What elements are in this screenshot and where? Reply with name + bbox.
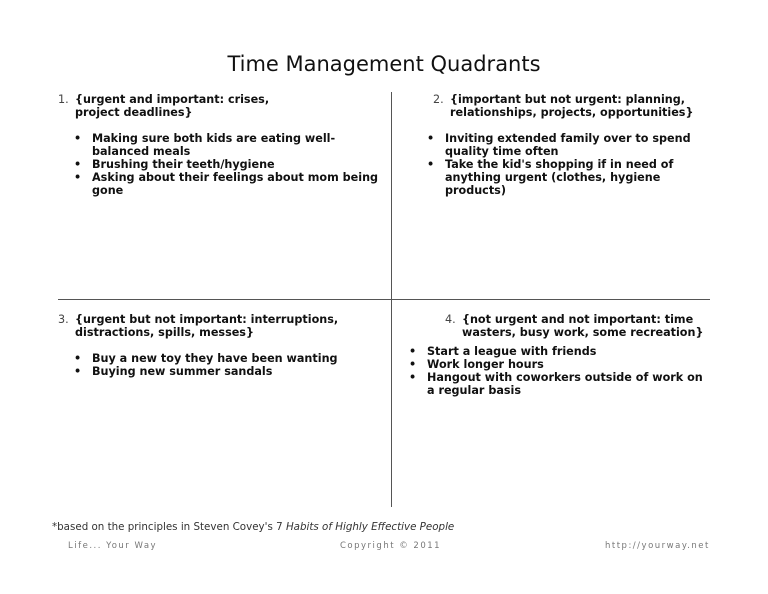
quadrant-3-number: 3. bbox=[58, 313, 69, 326]
quadrant-4-heading bbox=[445, 313, 712, 339]
list-item: • Work longer hours bbox=[409, 358, 544, 371]
list-item: • Take the kid's shopping if in need of anything urgent (clothes, hygiene products) bbox=[427, 158, 674, 197]
footer-left: Life... Your Way bbox=[68, 541, 158, 551]
quadrant-1-heading bbox=[58, 93, 315, 119]
bullet-icon: • bbox=[74, 132, 82, 145]
bullet-icon: • bbox=[409, 358, 417, 371]
bullet-icon: • bbox=[427, 132, 435, 145]
quadrant-2 bbox=[427, 93, 733, 197]
quadrant-3-heading-text: {urgent but not important: interruptions, distractions, spills, messes} bbox=[75, 313, 339, 339]
quadrant-3-heading bbox=[58, 313, 345, 339]
bullet-icon: • bbox=[74, 352, 82, 365]
list-item: • Brushing their teeth/hygiene bbox=[74, 158, 275, 171]
quadrant-1-number: 1. bbox=[58, 93, 69, 106]
list-item: • Start a league with friends bbox=[409, 345, 597, 358]
quadrant-2-heading bbox=[433, 93, 695, 119]
list-item: • Buying new summer sandals bbox=[74, 365, 273, 378]
bullet-icon: • bbox=[409, 371, 417, 384]
quadrant-4 bbox=[409, 313, 725, 397]
quadrant-1-heading-text: {urgent and important: crises, project deadlines} bbox=[75, 93, 270, 119]
quadrant-3 bbox=[58, 313, 383, 378]
bullet-icon: • bbox=[74, 171, 82, 184]
list-item: • Making sure both kids are eating well-balanced meals bbox=[74, 132, 336, 158]
bullet-icon: • bbox=[409, 345, 417, 358]
bullet-icon: • bbox=[427, 158, 435, 171]
footnote bbox=[52, 521, 454, 533]
list-item: • Buy a new toy they have been wanting bbox=[74, 352, 338, 365]
quadrant-3-list bbox=[58, 352, 384, 378]
quadrant-1-list bbox=[58, 132, 384, 197]
list-item: • Hangout with coworkers outside of work on a regular basis bbox=[409, 371, 703, 397]
bullet-icon: • bbox=[74, 365, 82, 378]
quadrant-4-number: 4. bbox=[445, 313, 456, 326]
footnote-text: *based on the principles in Steven Covey's 7 bbox=[52, 521, 286, 533]
quadrant-4-list bbox=[409, 345, 709, 397]
list-item: • Inviting extended family over to spend quality time often bbox=[427, 132, 691, 158]
footer-center: Copyright © 2011 bbox=[340, 541, 442, 551]
bullet-icon: • bbox=[74, 158, 82, 171]
footnote-book-title: Habits of Highly Effective People bbox=[285, 521, 455, 533]
list-item: • Asking about their feelings about mom being gone bbox=[74, 171, 379, 197]
horizontal-divider bbox=[58, 299, 710, 300]
quadrant-2-heading-text: {important but not urgent: planning, relationships, projects, opportunities} bbox=[450, 93, 694, 119]
quadrant-2-list bbox=[427, 132, 717, 197]
page-title: Time Management Quadrants bbox=[227, 52, 541, 76]
footer-right: http://yourway.net bbox=[605, 541, 710, 551]
quadrant-1 bbox=[58, 93, 383, 197]
quadrant-2-number: 2. bbox=[433, 93, 444, 106]
quadrant-4-heading-text: {not urgent and not important: time wasters, busy work, some recreation} bbox=[462, 313, 704, 339]
